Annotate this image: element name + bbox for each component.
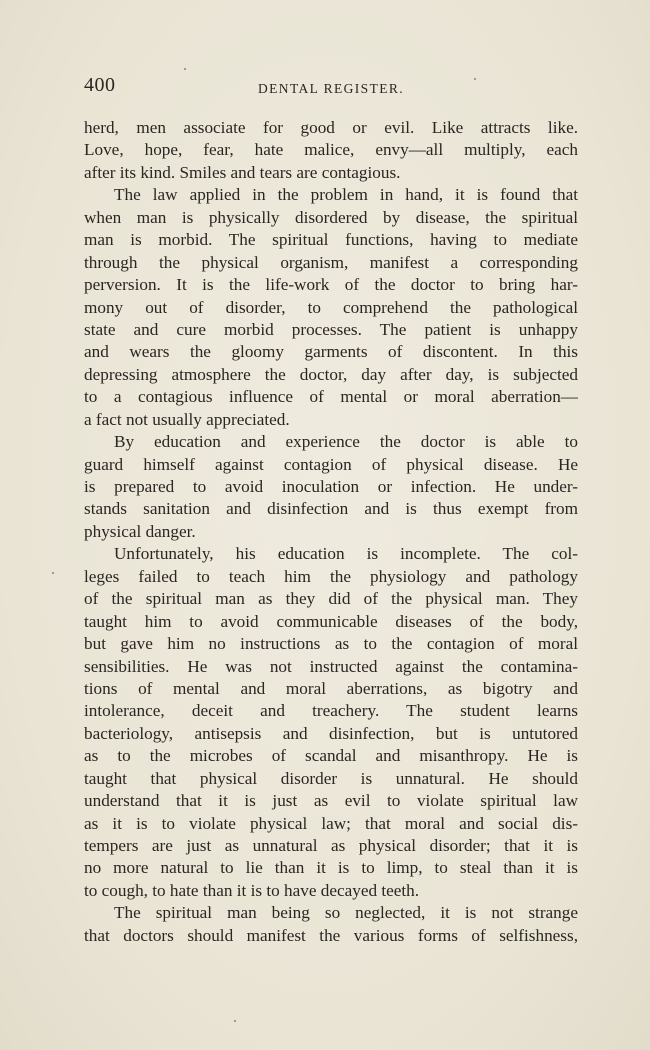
text-line: stands sanitation and disinfection and is thus exempt from xyxy=(84,499,578,519)
page-header xyxy=(84,74,580,100)
text-line: taught that physical disorder is unnatural. He should xyxy=(84,768,578,788)
text-line: perversion. It is the life-work of the doctor to bring har- xyxy=(84,275,578,295)
text-line: after its kind. Smiles and tears are contagious. xyxy=(84,162,401,182)
paper-speck xyxy=(234,1020,236,1022)
text-line: Love, hope, fear, hate malice, envy—all multiply, each xyxy=(84,140,578,160)
text-line: as it is to violate physical law; that moral and social dis- xyxy=(84,813,578,833)
text-line: tions of mental and moral aberrations, as bigotry and xyxy=(84,678,578,698)
text-line: tempers are just as unnatural as physical disorder; that it is xyxy=(84,836,578,855)
paper-speck xyxy=(52,572,54,574)
page-number: 400 xyxy=(84,74,116,96)
text-line: mony out of disorder, to comprehend the pathological xyxy=(84,297,578,317)
text-line: taught him to avoid communicable diseases of the body, xyxy=(84,611,578,631)
text-line: depressing atmosphere the doctor, day after day, is subjected xyxy=(84,364,578,384)
text-line: to a contagious influence of mental or moral aberration— xyxy=(84,387,578,407)
text-line: The spiritual man being so neglected, it is not strange xyxy=(114,903,578,923)
text-line: state and cure morbid processes. The patient is unhappy xyxy=(84,319,578,339)
text-line: understand that it is just as evil to violate spiritual law xyxy=(84,791,578,811)
text-line: intolerance, deceit and treachery. The student learns xyxy=(84,701,578,721)
text-line: bacteriology, antisepsis and disinfection, but is untutored xyxy=(84,723,578,743)
text-line: when man is physically disordered by disease, the spiritual xyxy=(84,207,578,227)
text-line: is prepared to avoid inoculation or infection. He under- xyxy=(84,477,578,496)
text-line: through the physical organism, manifest a corresponding xyxy=(84,252,578,272)
text-line: no more natural to lie than it is to limp, to steal than it is xyxy=(84,858,578,878)
text-line: as to the microbes of scandal and misanthropy. He is xyxy=(84,746,578,766)
paper-speck xyxy=(184,68,186,70)
text-line: man is morbid. The spiritual functions, having to mediate xyxy=(84,230,578,250)
text-line: sensibilities. He was not instructed against the contamina- xyxy=(84,656,578,676)
running-head: DENTAL REGISTER. xyxy=(258,81,405,96)
text-line: to cough, to hate than it is to have decayed teeth. xyxy=(84,880,420,900)
paper-speck xyxy=(474,78,476,80)
text-line: of the spiritual man as they did of the physical man. They xyxy=(84,589,578,609)
text-line: but gave him no instructions as to the contagion of moral xyxy=(84,634,578,654)
text-line: that doctors should manifest the various forms of selfishness, xyxy=(84,925,578,945)
text-line: and wears the gloomy garments of discontent. In this xyxy=(84,342,578,362)
text-line: guard himself against contagion of physical disease. He xyxy=(84,454,578,474)
text-line: Unfortunately, his education is incomplete. The col- xyxy=(114,544,578,564)
text-line: The law applied in the problem in hand, it is found that xyxy=(114,185,578,205)
text-line: a fact not usually appreciated. xyxy=(84,409,290,429)
text-line: herd, men associate for good or evil. Like attracts like. xyxy=(84,118,578,137)
body-text xyxy=(84,117,578,947)
text-line: leges failed to teach him the physiology and pathology xyxy=(84,566,578,586)
text-line: By education and experience the doctor is able to xyxy=(114,432,578,452)
text-line: physical danger. xyxy=(84,521,196,541)
